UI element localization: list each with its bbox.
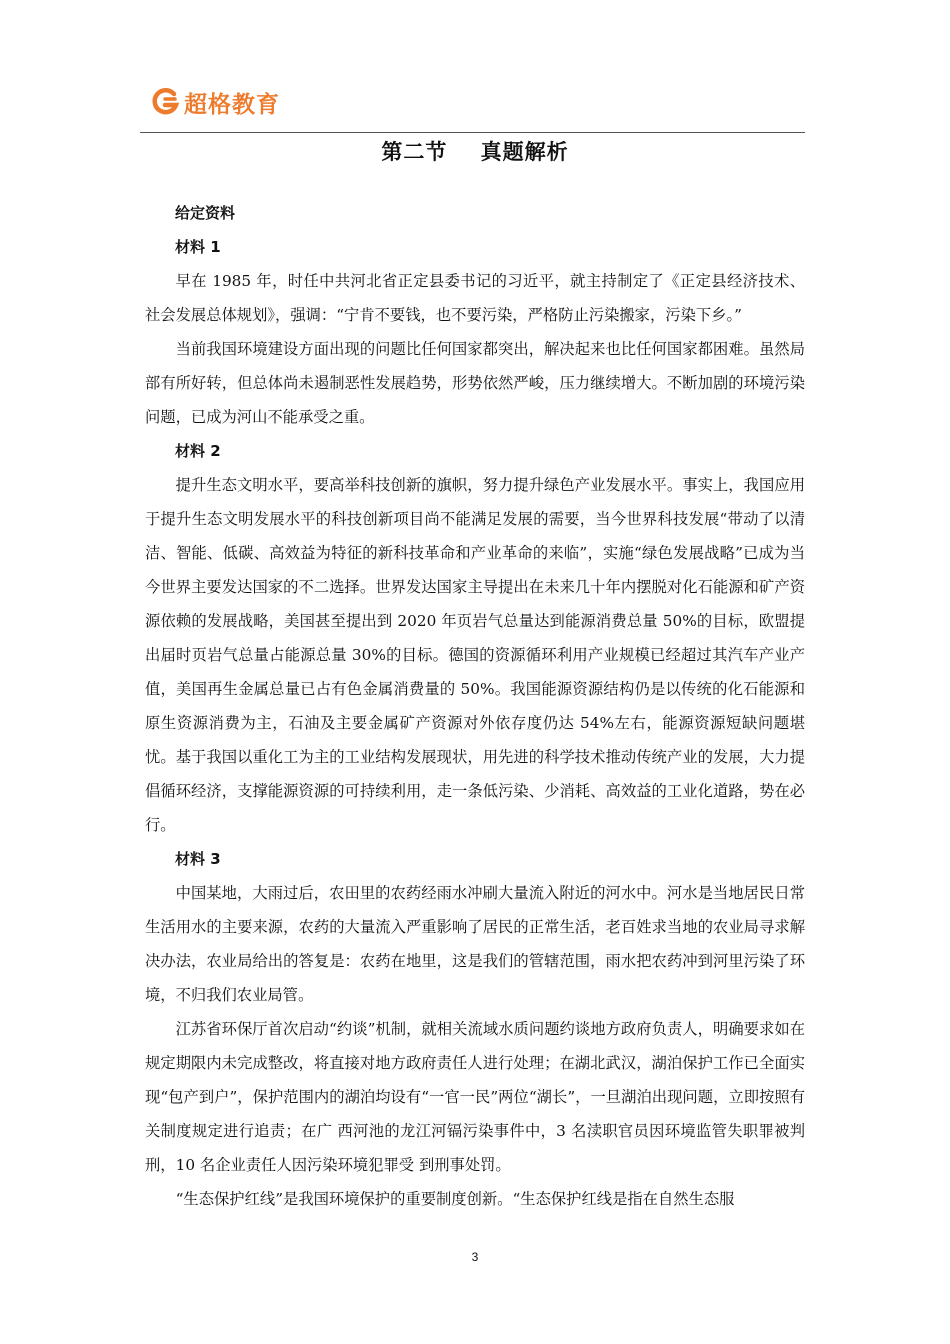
page-title: 第二节 真题解析 (381, 140, 569, 164)
paragraph: 当前我国环境建设方面出现的问题比任何国家都突出，解决起来也比任何国家都困难。虽然局部有所好转，但总体尚未遏制恶性发展趋势，形势依然严峻，压力继续增大。不断加剧的环境污染问题，已成为河山不能承受之重。 (145, 340, 805, 426)
document-body (145, 196, 805, 1216)
section-heading: 给定资料 (175, 204, 236, 222)
material-heading: 材料 2 (175, 442, 221, 460)
page-header (0, 0, 950, 140)
page-number: 3 (471, 1250, 479, 1264)
paragraph: 中国某地，大雨过后，农田里的农药经雨水冲刷大量流入附近的河水中。河水是当地居民日常生活用水的主要来源，农药的大量流入严重影响了居民的正常生活，老百姓求当地的农业局寻求解决办法，农业局给出的答复是：农药在地里，这是我们的管辖范围，雨水把农药冲到河里污染了环境，不归我们农业局管。 (145, 884, 805, 1004)
paragraph: 早在 1985 年，时任中共河北省正定县委书记的习近平，就主持制定了《正定县经济技术、社会发展总体规划》，强调：“宁肯不要钱，也不要污染，严格防止污染搬家，污染下乡。” (145, 272, 805, 324)
paragraph: 江苏省环保厅首次启动“约谈”机制，就相关流域水质问题约谈地方政府负责人，明确要求如在规定期限内未完成整改，将直接对地方政府责任人进行处理；在湖北武汉，湖泊保护工作已全面实现“包产到户”，保护范围内的湖泊均设有“一官一民”两位“湖长”，一旦湖泊出现问题，立即按照有关制度规定进行追责；在广 西河池的龙江河镉污染事件中，3 名渎职官员因环境监管失职罪被判刑，10 名企业责任人因污染环境犯罪受 到刑事处罚。 (145, 1020, 805, 1174)
material-heading: 材料 3 (175, 850, 221, 868)
header-divider (140, 132, 805, 133)
logo-text: 超格教育 (184, 91, 280, 118)
g-logo-icon (150, 87, 180, 117)
paragraph: 提升生态文明水平，要高举科技创新的旗帜，努力提升绿色产业发展水平。事实上，我国应用于提升生态文明发展水平的科技创新项目尚不能满足发展的需要，当今世界科技发展“带动了以清洁、智能、低碳、高效益为特征的新科技革命和产业革命的来临”，实施“绿色发展战略”已成为当今世界主要发达国家的不二选择。世界发达国家主导提出在未来几十年内摆脱对化石能源和矿产资源依赖的发展战略，美国甚至提出到 2020 年页岩气总量达到能源消费总量 50%的目标，欧盟提出届时页岩气总量占能源总量 30%的目标。德国的资源循环利用产业规模已经超过其汽车产业产值，美国再生金属总量已占有色金属消费量的 50%。我国能源资源结构仍是以传统的化石能源和原生资源消费为主，石油及主要金属矿产资源对外依存度仍达 54%左右，能源资源短缺问题堪忧。基于我国以重化工为主的工业结构发展现状，用先进的科学技术推动传统产业的发展，大力提倡循环经济，支撑能源资源的可持续利用，走一条低污染、少消耗、高效益的工业化道路，势在必行。 (145, 476, 805, 834)
paragraph: “生态保护红线”是我国环境保护的重要制度创新。“生态保护红线是指在自然生态服 (175, 1190, 735, 1208)
logo (150, 84, 280, 120)
material-heading: 材料 1 (175, 238, 221, 256)
